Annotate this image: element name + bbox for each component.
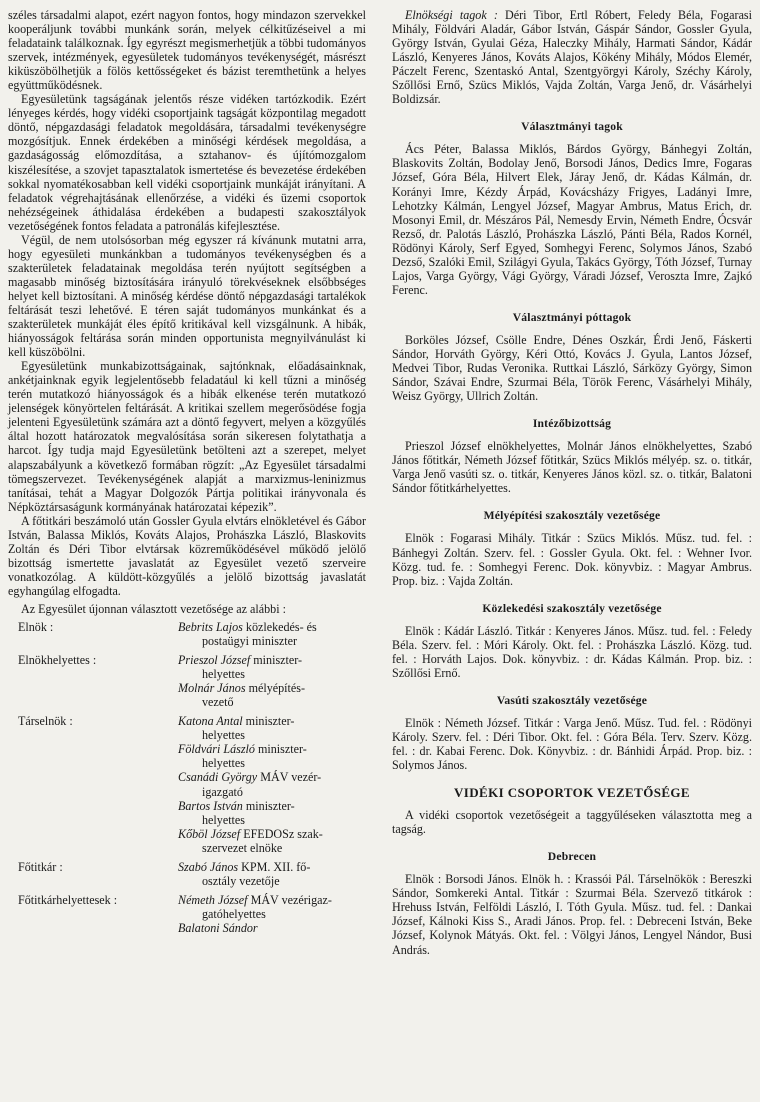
section-text: Elnök : Németh József. Titkár : Varga Jenő. Műsz. Tud. fel. : Rödönyi Károly. Szerv. fel. : Déri Tibor. Okt. fel. : Góra Béla. Terv. Szerv. Közg. fel. : dr. Kabai Ferenc. Dok. Könyvbiz. : dr. Bánhidi Árpád. Prop. biz. : Solymos János. <box>392 715 752 773</box>
role-entry: Németh József MÁV vezérigaz- gatóhelyettes <box>178 892 332 921</box>
section-text: Prieszol József elnökhelyettes, Molnár János elnökhelyettes, Szabó János főtitkár, Németh József főtitkár, Szücs Miklós mélyép. sz. o. titkár, Varga Jenő vasúti sz. o. titkár, Kenyeres János közl. sz. o. titkár, Balatoni Sándor főtitkárhelyettes. <box>392 439 752 496</box>
paragraph: Egyesületünk tagságának jelentős része vidéken tartózkodik. Ezért lényeges kérdés, hogy vidéki csoportjaink tagságát központilag megadott döntő, népgazdasági feladatok megoldására, társadalmi tevékenységre mozgósítjuk. Ennek érdekében a minőségi kérdések megoldása, a gazdaságosság előmozdítása, a sztahanov- és újítómozgalom kiszélesítése, a szovjet tapasztalatok ismertetése és bevezetése érdekében sokkal nyomatékosabban kell vidéki csoportjaink munkáját irányítani. A feladatok végrehajtásának ellenőrzése, a vidéki és üzemi csoportok nehézségeinek áthidalása érdekében a budapesti szakosztályok vezetőségének fontos feladata a patronálás kifejlesztése. <box>8 92 366 233</box>
role-row <box>8 714 366 854</box>
section-text: Borköles József, Csölle Endre, Dénes Oszkár, Érdi Jenő, Fáskerti Sándor, Horváth György, Kéri Ottó, Kovács J. Gyula, Lantos József, Medvei Tibor, Rudas Veronika. Ruttkai László, Sárközy György, Simon Sándor, Szávai Endre, Szurmai Béla, Török Ferenc, Vásárhelyi Mihály, Weisz György, Ullrich Zoltán. <box>392 332 752 404</box>
section-text: Elnök : Kádár László. Titkár : Kenyeres János. Műsz. tud. fel. : Feledy Béla. Szerv. fel. : Móri Károly. Okt. fel. : Prohászka László. Közg. tud. fel. : Horváth Lajos. Dok. könyvbiz. : dr. Kádas Kálmán. Prop. biz. : Szőllősi Ernő. <box>392 623 752 680</box>
paragraph: Egyesületünk munkabizottságainak, sajtónknak, előadásainknak, ankétjainknak egyik legjelentősebb feladatául ki kell tűzni a minőség terén mutatkozó hiányosságok és a hibák elkenése terén mutatkozó jelenségek könyörtelen feltárását. A kritikai szellem megerősödése fogja jelenteni Egyesületünk számára azt a döntő fegyvert, melyen a közgyűlés által hozott határozatok megvalósítása során sikeresen folytathatja a harcot. Így tudja majd Egyesületünk betölteni azt a szerepet, melyet alapszabályunk a következő formában rögzít: „Az Egyesület társadalmi tömegszervezet. Tevékenységének alapját a marxizmus-leninizmus tanításai, tehát a Magyar Dolgozók Pártja politikai irányvonala és Népköztársaságunk kormányának határozatai képezik”. <box>8 359 366 514</box>
person-name: Szabó János <box>178 859 239 874</box>
role-entry: Prieszol József miniszter- helyettes <box>178 653 303 682</box>
section-heading: Választmányi tagok <box>521 120 623 134</box>
role-entry: Földvári László miniszter- helyettes <box>178 742 307 771</box>
role-label: Főtitkár : <box>18 859 63 874</box>
person-name: Molnár János <box>178 681 246 696</box>
right-column <box>392 8 752 957</box>
role-entry: Katona Antal miniszter- helyettes <box>178 714 295 743</box>
person-name: Katona Antal <box>178 714 243 729</box>
paragraph: Végül, de nem utolsósorban még egyszer rá kívánunk mutatni arra, hogy egyesületi munkánkban a tudományos tevékenységben és a szakterületek feladatainak megoldása terén nyújtott segítségben a magasabb minőség biztosítására irányuló törekvéseknek elsőbbséges helyet kell biztosítani. A minőség kérdése döntő népgazdasági tartalékok feltárását teszi lehetővé. E téren saját tudományos munkánkat és a szakterületek munkáját éles építő kritikával kell vizsgálnunk. A hibák, hiányosságok feltárása során minden opportunista megnyilvánulást ki kell küszöbölni. <box>8 232 366 360</box>
section-heading: Debrecen <box>547 850 597 864</box>
section-heading: Mélyépítési szakosztály vezetősége <box>483 509 661 523</box>
section-heading: Vasúti szakosztály vezetősége <box>496 693 648 707</box>
section-heading: Közlekedési szakosztály vezetősége <box>482 601 662 615</box>
paragraph: A főtitkári beszámoló után Gossler Gyula elvtárs elnökletével és Gábor István, Balassa Miklós, Kováts Alajos, Prohászka László, Blaskovits Zoltán és Déri Tibor elvtársak közreműködésével működő jelölő bizottság ismertette javaslatát az Egyesület vezető szerveire vonatkozólag. A küldött-közgyűlés a jelölő bizottság javaslatát egyhangúlag elfogadta. <box>8 513 366 598</box>
major-heading: VIDÉKI CSOPORTOK VEZETŐSÉGE <box>454 785 690 801</box>
person-name: Bartos István <box>178 798 243 813</box>
section-text: Ács Péter, Balassa Miklós, Bárdos György, Bánhegyi Zoltán, Blaskovits Zoltán, Bodolay Jenő, Borsodi János, Dedics Imre, Fogaras József, Góra Béla, Hilvert Elek, Járay Jenő, dr. Kádas Kálmán, dr. Korányi Imre, Kézdy Árpád, Kovácsházy Frigyes, Ladányi Imre, Lehotzky Kálmán, Lengyel József, Magyar Ambrus, Matus Erich, dr. Mosonyi Emil, dr. Mészáros Pál, Nemesdy Ervin, Németh Endre, Ócsvár Rezső, dr. Palotás László, Prohászka László, Pánti Béla, Rados Kornél, Rödönyi Károly, Serf Egyed, Somhegyi Ferenc, Solymos János, Szabó Dezső, Szalóki Emil, Szilágyi Gyula, Takács György, Tóth József, Turnay Lajos, Varga György, Vági György, Váradi József, Veroszta Imre, Zajkó Ferenc. <box>392 142 752 297</box>
role-entry: Csanádi György MÁV vezér- igazgató <box>178 770 322 799</box>
leadership-list <box>8 620 366 935</box>
paragraph: Az Egyesület újonnan választott vezetősége az alábbi : <box>21 601 286 616</box>
role-entry <box>178 921 362 935</box>
role-label: Elnökhelyettes : <box>18 653 97 668</box>
left-column <box>8 8 366 940</box>
role-label: Társelnök : <box>18 714 73 729</box>
section-heading: Választmányi póttagok <box>512 310 632 324</box>
person-name: Csanádi György <box>178 770 258 785</box>
role-entry: Kőböl József EFEDOSz szak- szervezet elnöke <box>178 826 323 855</box>
section-text: Elnök : Fogarasi Mihály. Titkár : Szücs Miklós. Műsz. tud. fel. : Bánhegyi Zoltán. Szerv. fel. : Gossler Gyula. Okt. fel. : Wehner Ivor. Közg. tud. fe. : Somhegyi Ferenc. Dok. könyvbiz. : Magyar Ambrus. Prop. biz. : Vajda Zoltán. <box>392 531 752 588</box>
paragraph: széles társadalmi alapot, ezért nagyon fontos, hogy mindazon szervekkel kooperáljunk további munkánk során, melyek célkitűzéseivel a mi feladataink találkoznak. Így egyrészt megismerhetjük a többi tudományos szervek, intézmények, egyesületek tudományos tevékenységét, másrészt kiküszöbölhetjük a fölös kettősségeket és bázist teremthetünk a helyes együttműködésnek. <box>8 8 366 93</box>
role-row <box>8 653 366 709</box>
person-name: Kőböl József <box>178 826 241 841</box>
section-text: A vidéki csoportok vezetőségeit a taggyűléseken választotta meg a tagság. <box>392 808 752 837</box>
person-name: Prieszol József <box>178 653 251 668</box>
role-label: Elnök : <box>18 620 54 635</box>
section-heading: Intézőbizottság <box>532 417 612 431</box>
section-text: Elnök : Borsodi János. Elnök h. : Krassói Pál. Társelnökök : Bereszki Sándor, Somkereki Antal. Titkár : Szurmai Béla. Szervező titkárok : Hrehuss István, Felföldi László, I. Tóth Gyula. Műsz. tud. fel. : Dankai József, Kálnoki Kiss S., Aradi János. Prop. fel. : Debreceni István, Beke József, Kolynok Mátyás. Okt. fel. : Völgyi János, Lengyel Nándor, Busi András. <box>392 872 752 957</box>
role-entry: Molnár János mélyépítés- vezető <box>178 681 305 710</box>
person-name: Balatoni Sándor <box>178 920 258 935</box>
section-label: Elnökségi tagok : <box>405 8 498 22</box>
role-entry: Bebrits Lajos közlekedés- és postaügyi miniszter <box>178 620 317 649</box>
role-row <box>8 893 366 935</box>
role-entry: Szabó János KPM. XII. fő- osztály vezetője <box>178 859 311 888</box>
role-entry: Bartos István miniszter- helyettes <box>178 798 295 827</box>
person-name: Földvári László <box>178 742 255 757</box>
role-row <box>8 620 366 648</box>
elnokseg-paragraph: Elnökségi tagok : Déri Tibor, Ertl Róbert, Feledy Béla, Fogarasi Mihály, Földvári Aladár, Gábor István, Gáspár Sándor, Gossler Gyula, György István, Gyulai Géza, Haleczky Mihály, Harmati Sándor, Kádár László, Kenyeres János, Kováts Alajos, Kökény Mihály, Módos Elemér, Páczelt Ferenc, Szentaskó Antal, Szentgyörgyi Károly, Széchy Károly, Szőllősi Ernő, Szücs Miklós, Vajda Zoltán, Varga Jenő, dr. Vásárhelyi Boldizsár. <box>392 8 753 107</box>
person-name: Bebrits Lajos <box>178 620 243 635</box>
person-name: Németh József <box>178 892 248 907</box>
role-label: Főtitkárhelyettesek : <box>18 892 118 907</box>
role-row <box>8 860 366 888</box>
